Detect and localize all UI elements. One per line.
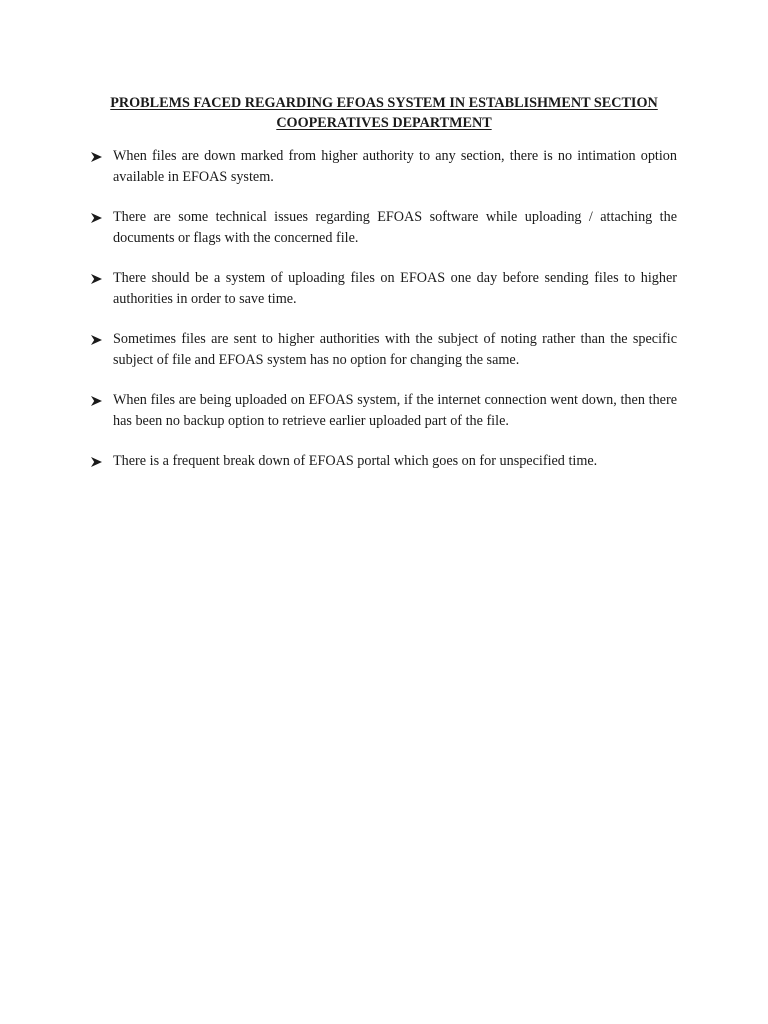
list-item-text: When files are down marked from higher authority to any section, there is no intimation option available in EFOAS system. [113,148,677,185]
arrowhead-bullet-icon [90,390,104,411]
arrowhead-bullet-icon [90,268,104,289]
list-item [90,268,677,310]
list-item [90,146,677,188]
arrowhead-bullet-icon [90,451,104,472]
list-item-text: There is a frequent break down of EFOAS portal which goes on for unspecified time. [113,453,598,469]
heading-line-2: COOPERATIVES DEPARTMENT [276,115,492,131]
list-item-text: Sometimes files are sent to higher authorities with the subject of noting rather than the specific subject of file and EFOAS system has no option for changing the same. [113,331,677,368]
arrowhead-bullet-icon [90,207,104,228]
list-item [90,329,677,371]
heading-line-1: PROBLEMS FACED REGARDING EFOAS SYSTEM IN ESTABLISHMENT SECTION [110,95,658,111]
list-item-text: When files are being uploaded on EFOAS system, if the internet connection went down, then there has been no backup option to retrieve earlier uploaded part of the file. [113,392,677,429]
list-item [90,390,677,432]
document-heading [86,93,682,133]
list-item-text: There should be a system of uploading files on EFOAS one day before sending files to higher authorities in order to save time. [113,270,677,307]
list-item [90,451,677,472]
list-item [90,207,677,249]
arrowhead-bullet-icon [90,329,104,350]
problem-list [90,146,677,472]
list-item-text: There are some technical issues regarding EFOAS software while uploading / attaching the documents or flags with the concerned file. [113,209,677,246]
arrowhead-bullet-icon [90,146,104,167]
